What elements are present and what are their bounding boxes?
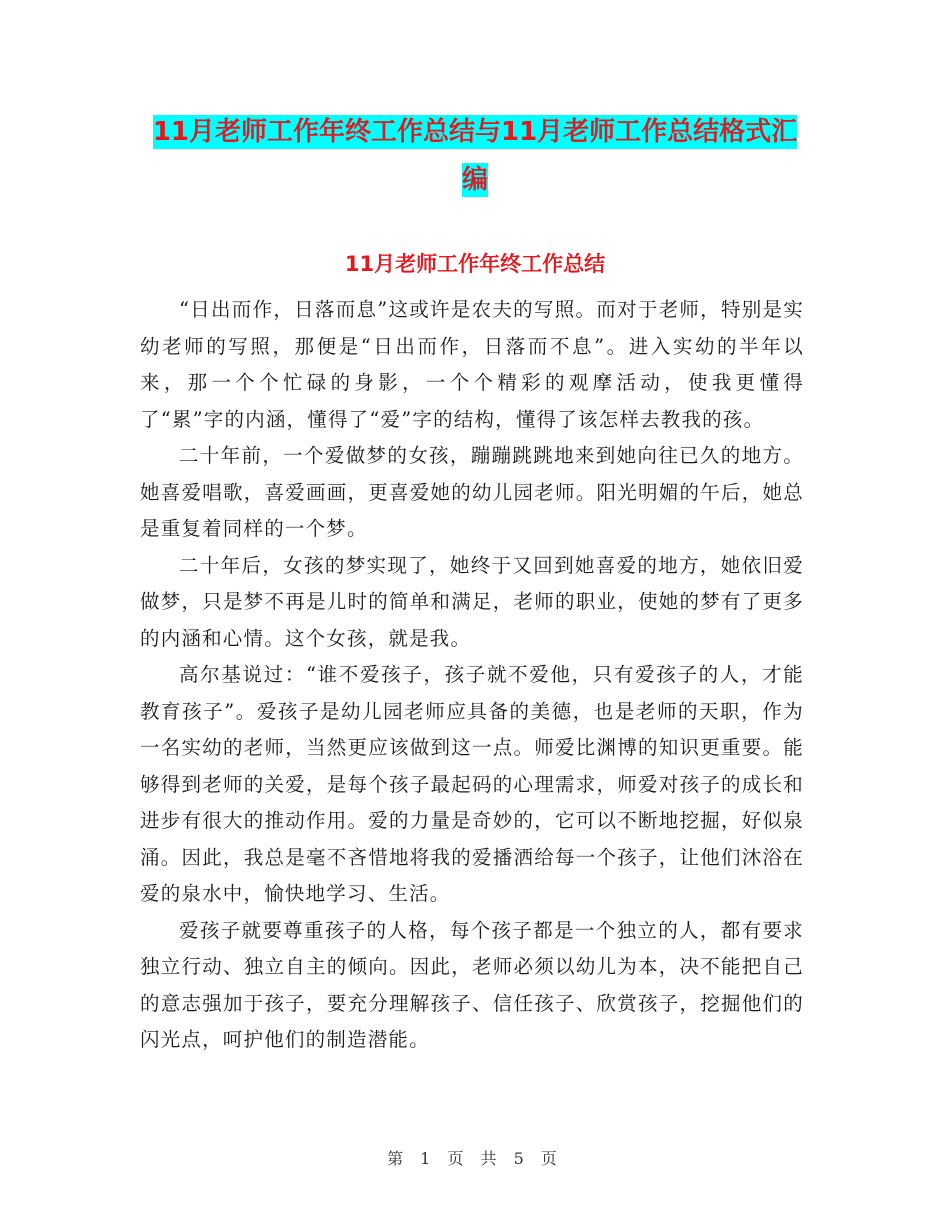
document-title-text: 11月老师工作年终工作总结与11月老师工作总结格式汇编 bbox=[152, 117, 798, 195]
paragraph-3: 二十年后，女孩的梦实现了，她终于又回到她喜爱的地方，她依旧爱做梦，只是梦不再是儿时的简单和满足，老师的职业，使她的梦有了更多的内涵和心情。这个女孩，就是我。 bbox=[140, 553, 804, 650]
paragraph-4: 高尔基说过：“谁不爱孩子，孩子就不爱他，只有爱孩子的人，才能教育孩子”。爱孩子是幼儿园老师应具备的美德，也是老师的天职，作为一名实幼的老师，当然更应该做到这一点。师爱比渊博的知识更重要。能够得到老师的关爱，是每个孩子最起码的心理需求，师爱对孩子的成长和进步有很大的推动作用。爱的力量是奇妙的，它可以不断地挖掘，好似泉涌。因此，我总是毫不吝惜地将我的爱播洒给每一个孩子，让他们沐浴在爱的泉水中，愉快地学习、生活。 bbox=[140, 663, 804, 905]
paragraph-5: 爱孩子就要尊重孩子的人格，每个孩子都是一个独立的人，都有要求独立行动、独立自主的倾向。因此，老师必须以幼儿为本，决不能把自己的意志强加于孩子，要充分理解孩子、信任孩子、欣赏孩子，挖掘他们的闪光点，呵护他们的制造潜能。 bbox=[140, 918, 804, 1051]
document-body bbox=[140, 292, 804, 1059]
paragraph-1: “日出而作，日落而息”这或许是农夫的写照。而对于老师，特别是实幼老师的写照，那便是“日出而作，日落而不息”。进入实幼的半年以来，那一个个忙碌的身影，一个个精彩的观摩活动，使我更懂得了“累”字的内涵，懂得了“爱”字的结构，懂得了该怎样去教我的孩。 bbox=[140, 298, 804, 431]
page-footer: 第 1 页 共 5 页 bbox=[387, 1149, 563, 1168]
section-title: 11月老师工作年终工作总结 bbox=[344, 252, 606, 276]
paragraph-2: 二十年前，一个爱做梦的女孩，蹦蹦跳跳地来到她向往已久的地方。她喜爱唱歌，喜爱画画，更喜爱她的幼儿园老师。阳光明媚的午后，她总是重复着同样的一个梦。 bbox=[140, 444, 804, 540]
document-title bbox=[140, 108, 810, 204]
